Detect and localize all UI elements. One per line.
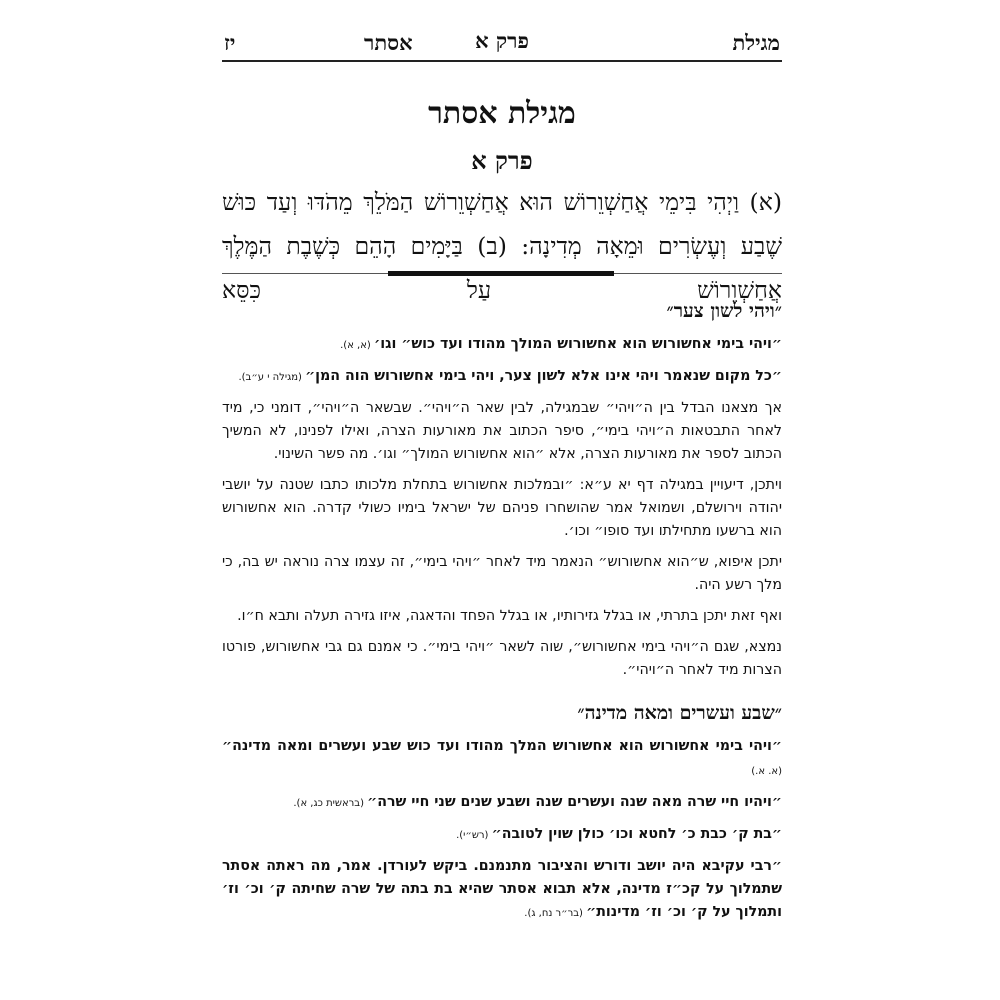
commentary-section: [222, 300, 782, 682]
paragraph: יתכן איפוא, ש״הוא אחשורוש״ הנאמר מיד לאחר ״ויהי בימי״, זה עצמו צרה נוראה יש בה, כי מלך רשע היה.: [222, 554, 782, 593]
paragraph: ״ויהי בימי אחשורוש הוא אחשורוש המלך מהודו ועד כוש שבע ועשרים ומאה מדינה״ (א. א.): [222, 738, 782, 777]
paragraph: ואף זאת יתכן בתרתי, או בגלל גזירותיו, או בגלל הפחד והדאגה, איזו גזירה תעלה ותבא ח״ו.: [237, 608, 782, 624]
running-header: [224, 28, 780, 56]
paragraph: ״ויהי בימי אחשורוש הוא אחשורוש המולך מהודו ועד כוש״ וגו׳ (א, א).: [340, 336, 782, 352]
paragraph: ״רבי עקיבא היה יושב ודורש והציבור מתנמנם. ביקש לעורדן. אמר, מה ראתה אסתר שתמלוך על קכ״ז מדינה, אלא תבוא אסתר שהיא בת בתה של שרה שחיתה ק׳ וכ׳ וז׳ ותמלוך על ק׳ וכ׳ וז׳ מדינות״ (בר״ר נח, ג).: [222, 858, 782, 920]
paragraph: נמצא, שגם ה״ויהי בימי אחשורוש״, שוה לשאר ״ויהי בימי״. כי אמנם גם גבי אחשורוש, פורטו הצרות מיד לאחר ה״ויהי״.: [222, 639, 782, 678]
divider-thick: [388, 271, 614, 276]
paragraph: ״כל מקום שנאמר ויהי אינו אלא לשון צער, ויהי בימי אחשורוש הוה המן״ (מגילה י ע״ב).: [238, 368, 782, 384]
source-citation: (א. א.): [751, 766, 782, 777]
header-book: אסתר: [364, 30, 413, 55]
section-heading: ״שבע ועשרים ומאה מדינה״: [577, 702, 782, 724]
section-heading: ״ויהי לשון צער״: [666, 300, 782, 322]
source-citation: (בראשית כג, א).: [293, 798, 368, 809]
header-page-number: יז: [224, 30, 236, 55]
paragraph: אך מצאנו הבדל בין ה״ויהי״ שבמגילה, לבין שאר ה״ויהי״. שבשאר ה״ויהי״, דומני כי, מיד לאחר התבטאות ה״ויהי בימי״, סיפר הכתוב את מאורעות הצרה, ואילו לפנינו, לא המשיך הכתוב לספר את מאורעות הצרה, אלא ״הוא אחשורוש המולך״ וגו׳. מה פשר השינוי.: [222, 400, 782, 462]
source-citation: (רש״י).: [456, 830, 492, 841]
header-rule: [222, 60, 782, 62]
chapter-title: פרק א: [471, 146, 533, 175]
commentary: [222, 300, 782, 939]
paragraph: ויתכן, דיעויין במגילה דף יא ע״א: ״ובמלכות אחשורוש בתחלת מלכותו כתבו שטנה על יושבי יהודה וירושלם, ושמואל אמר שהושחרו פניהם של ישראל בימיו כשולי קדרה. הוא אחשורוש הוא ברשעו מתחילתו ועד סופו״ וכו׳.: [222, 477, 782, 539]
source-citation: (בר״ר נח, ג).: [524, 908, 587, 919]
book-title: מגילת אסתר: [428, 96, 576, 131]
commentary-section: [222, 702, 782, 925]
source-citation: (מגילה י ע״ב).: [238, 372, 306, 383]
verse-text: (א) וַיְהִי בִּימֵי אֲחַשְׁוֵרוֹשׁ הוּא אֲחַשְׁוֵרוֹשׁ הַמֹּלֵךְ מֵהֹדּוּ וְעַד כּוּשׁ שֶׁבַע וְעֶשְׂרִים וּמֵאָה מְדִינָה: (ב) בַּיָּמִים הָהֵם כְּשֶׁבֶת הַמֶּלֶךְ אֲחַשְׁוֵרוֹשׁ עַל כִּסֵּא: [222, 188, 782, 304]
paragraph: ״בת ק׳ כבת כ׳ לחטא וכו׳ כולן שוין לטובה״ (רש״י).: [456, 826, 782, 842]
header-chapter: פרק א: [475, 28, 529, 53]
paragraph: ״ויהיו חיי שרה מאה שנה ועשרים שנה ושבע שנים שני חיי שרה״ (בראשית כג, א).: [293, 794, 782, 810]
source-citation: (א, א).: [340, 340, 374, 351]
header-scroll: מגילת: [732, 30, 780, 55]
